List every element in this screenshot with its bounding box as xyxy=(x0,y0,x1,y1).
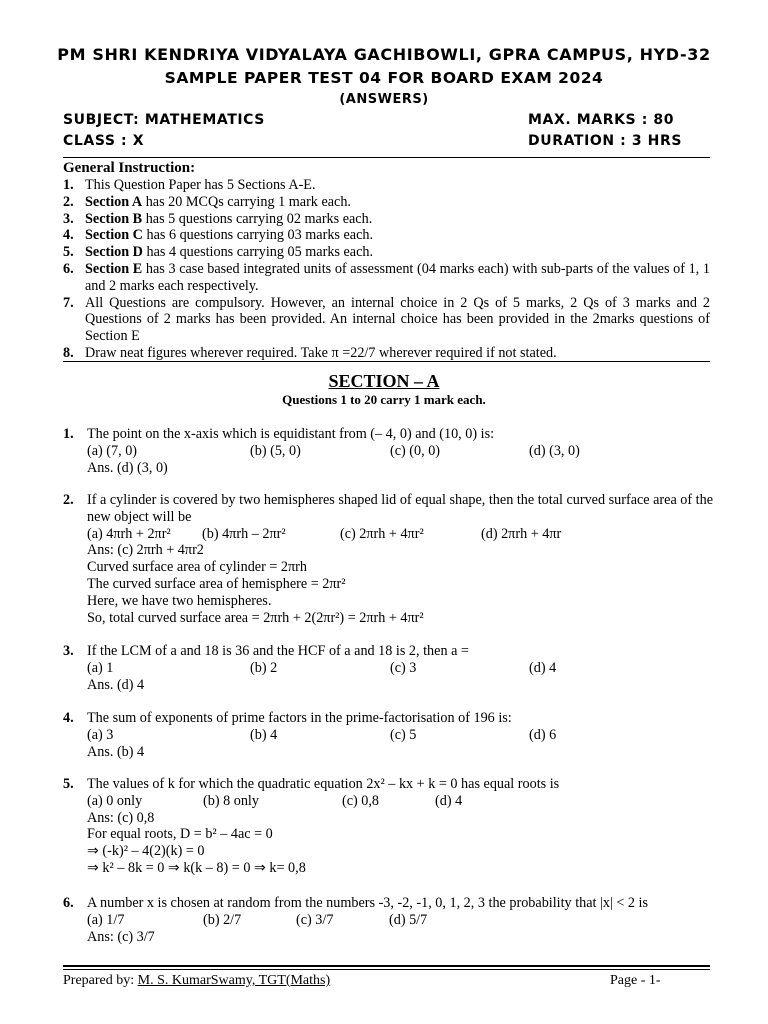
author-name: M. S. KumarSwamy, TGT(Maths) xyxy=(137,973,331,988)
option-d: (d) 4 xyxy=(529,659,557,676)
question-text: A number x is chosen at random from the numbers -3, -2, -1, 0, 1, 2, 3 the probability that |x| < 2 is xyxy=(87,895,648,911)
instruction-text: has 20 MCQs carrying 1 mark each. xyxy=(142,193,351,210)
school-name: PM SHRI KENDRIYA VIDYALAYA GACHIBOWLI, GPRA CAMPUS, HYD-32 xyxy=(57,45,711,64)
instruction-number: 8. xyxy=(63,344,74,361)
instruction-item xyxy=(63,177,710,194)
question-4 xyxy=(63,710,713,760)
option-c: (c) 5 xyxy=(390,726,417,743)
instruction-item xyxy=(63,211,710,228)
instruction-bold: Section D xyxy=(85,244,143,261)
instruction-bold: Section E xyxy=(85,260,143,277)
instruction-bold: Section A xyxy=(85,193,143,210)
option-d: (d) 4 xyxy=(435,792,463,809)
options-row xyxy=(87,727,713,744)
question-text: If the LCM of a and 18 is 36 and the HCF of a and 18 is 2, then a = xyxy=(87,643,469,659)
instruction-item xyxy=(63,244,710,261)
working-line: ⇒ k² – 8k = 0 ⇒ k(k – 8) = 0 ⇒ k= 0,8 xyxy=(87,859,306,876)
instruction-text: Draw neat figures wherever required. Take π =22/7 wherever required if not stated. xyxy=(85,344,557,361)
header-divider xyxy=(63,157,710,158)
instruction-text: has 6 questions carrying 03 marks each. xyxy=(142,227,374,244)
instructions-list xyxy=(63,177,710,362)
question-number: 2. xyxy=(63,492,74,508)
option-d: (d) 2πrh + 4πr xyxy=(481,525,562,542)
page-number: Page - 1- xyxy=(610,973,661,988)
option-b: (b) 4πrh – 2πr² xyxy=(202,525,286,542)
option-a: (a) 1/7 xyxy=(87,911,125,928)
instruction-bold: Section C xyxy=(85,227,143,244)
question-2 xyxy=(63,492,713,626)
question-text: If a cylinder is covered by two hemispheres shaped lid of equal shape, then the total curved surface area of the new object will be xyxy=(87,492,713,525)
options-row xyxy=(87,793,713,810)
instruction-number: 5. xyxy=(63,244,74,261)
options-row xyxy=(87,526,713,543)
option-a: (a) 0 only xyxy=(87,792,143,809)
working-line: Here, we have two hemispheres. xyxy=(87,592,272,609)
instruction-number: 7. xyxy=(63,294,74,311)
question-6 xyxy=(63,895,713,945)
footer-divider-bottom xyxy=(63,969,710,970)
instructions-title: General Instruction: xyxy=(63,160,196,176)
option-a: (a) (7, 0) xyxy=(87,442,138,459)
paper-title: SAMPLE PAPER TEST 04 FOR BOARD EXAM 2024 xyxy=(164,69,604,87)
option-a: (a) 1 xyxy=(87,659,114,676)
class-label: CLASS : X xyxy=(63,133,145,149)
option-a: (a) 3 xyxy=(87,726,114,743)
footer-divider-top xyxy=(63,965,710,967)
answer: Ans. (b) 4 xyxy=(87,743,145,760)
question-text: The values of k for which the quadratic equation 2x² – kx + k = 0 has equal roots is xyxy=(87,776,560,792)
option-a: (a) 4πrh + 2πr² xyxy=(87,525,171,542)
question-5 xyxy=(63,776,713,877)
option-b: (b) 2 xyxy=(250,659,278,676)
question-number: 6. xyxy=(63,895,74,911)
prepared-label: Prepared by: xyxy=(63,973,138,988)
question-text: The sum of exponents of prime factors in the prime-factorisation of 196 is: xyxy=(87,710,512,726)
working-line: The curved surface area of hemisphere = 2πr² xyxy=(87,575,346,592)
question-number: 5. xyxy=(63,776,74,792)
question-text: The point on the x-axis which is equidistant from (– 4, 0) and (10, 0) is: xyxy=(87,426,495,442)
working-line: So, total curved surface area = 2πrh + 2(2πr²) = 2πrh + 4πr² xyxy=(87,609,424,626)
answer: Ans: (c) 3/7 xyxy=(87,928,155,945)
option-b: (b) (5, 0) xyxy=(250,442,301,459)
instruction-bold: Section B xyxy=(85,210,143,227)
instruction-item xyxy=(63,194,710,211)
instructions-divider xyxy=(63,361,710,362)
option-b: (b) 4 xyxy=(250,726,278,743)
working-line: For equal roots, D = b² – 4ac = 0 xyxy=(87,826,273,843)
question-3 xyxy=(63,643,713,693)
instruction-number: 2. xyxy=(63,193,74,210)
option-d: (d) (3, 0) xyxy=(529,442,580,459)
instruction-number: 3. xyxy=(63,210,74,227)
answer: Ans. (d) 4 xyxy=(87,676,145,693)
answer: Ans: (c) 0,8 xyxy=(87,809,155,826)
prepared-by xyxy=(63,973,330,989)
duration-label: DURATION : 3 HRS xyxy=(528,133,683,149)
instruction-number: 6. xyxy=(63,260,74,277)
option-b: (b) 2/7 xyxy=(203,911,242,928)
option-b: (b) 8 only xyxy=(203,792,259,809)
paper-subtitle: (ANSWERS) xyxy=(339,92,429,107)
instruction-text: has 5 questions carrying 02 marks each. xyxy=(142,210,373,227)
section-subtitle: Questions 1 to 20 carry 1 mark each. xyxy=(282,392,486,407)
instruction-item xyxy=(63,261,710,295)
answer: Ans: (c) 2πrh + 4πr2 xyxy=(87,542,204,559)
instruction-text: This Question Paper has 5 Sections A-E. xyxy=(85,177,316,193)
option-d: (d) 5/7 xyxy=(389,911,428,928)
subject-label: SUBJECT: MATHEMATICS xyxy=(63,112,265,128)
instruction-text: All Questions are compulsory. However, an internal choice in 2 Qs of 5 marks, 2 Qs of 3 marks and 2 Questions of 2 marks has been provided. An internal choice has been provided in the 2marks questions of Section E xyxy=(85,294,710,345)
answer: Ans. (d) (3, 0) xyxy=(87,459,168,476)
options-row xyxy=(87,443,713,460)
question-1 xyxy=(63,426,713,476)
option-c: (c) 2πrh + 4πr² xyxy=(340,525,424,542)
option-c: (c) 0,8 xyxy=(342,792,380,809)
option-c: (c) 3/7 xyxy=(296,911,334,928)
instruction-item xyxy=(63,295,710,345)
instruction-item xyxy=(63,227,710,244)
instruction-text: has 4 questions carrying 05 marks each. xyxy=(142,244,374,261)
instruction-text: has 3 case based integrated units of assessment (04 marks each) with sub-parts of the values of 1, 1 and 2 marks each respectively. xyxy=(85,260,710,294)
max-marks-label: MAX. MARKS : 80 xyxy=(528,112,675,128)
question-number: 4. xyxy=(63,710,74,726)
instruction-item xyxy=(63,345,710,362)
question-number: 3. xyxy=(63,643,74,659)
working-line: Curved surface area of cylinder = 2πrh xyxy=(87,559,307,576)
options-row xyxy=(87,660,713,677)
working-line: ⇒ (-k)² – 4(2)(k) = 0 xyxy=(87,843,205,860)
question-number: 1. xyxy=(63,426,74,442)
option-c: (c) (0, 0) xyxy=(390,442,441,459)
option-d: (d) 6 xyxy=(529,726,557,743)
option-c: (c) 3 xyxy=(390,659,417,676)
instruction-number: 4. xyxy=(63,227,74,244)
instruction-number: 1. xyxy=(63,177,74,193)
options-row xyxy=(87,912,713,929)
section-title: SECTION – A xyxy=(328,371,440,391)
